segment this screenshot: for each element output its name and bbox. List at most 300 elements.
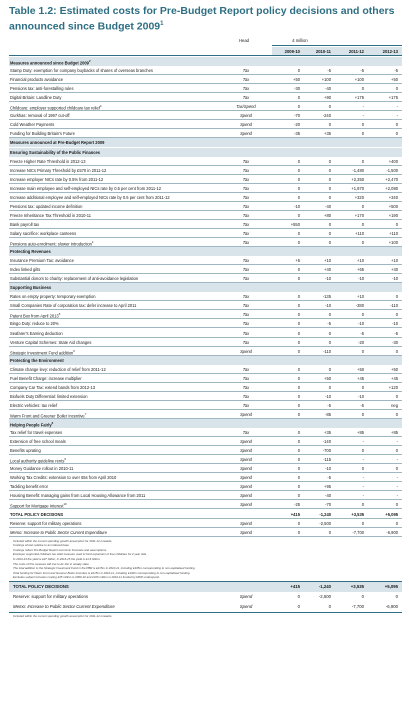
table-row	[9, 220, 402, 229]
row-value: +175	[388, 95, 398, 101]
row-value: 0	[395, 131, 398, 137]
table-row	[9, 102, 402, 111]
row-value: 0	[361, 448, 364, 454]
row-value: 0	[328, 176, 331, 182]
row-value: 0	[297, 185, 300, 191]
row-value: 0	[395, 448, 398, 454]
row-value: +50	[391, 77, 398, 83]
footnote-marker: 5	[58, 312, 61, 317]
row-value: -140	[322, 439, 331, 445]
row-value: 0	[328, 384, 331, 390]
section-header-row	[9, 57, 402, 66]
table-row	[9, 238, 402, 247]
row-label-text: Reserve: support for military operations	[10, 520, 82, 526]
row-value: +40	[391, 267, 398, 273]
row-value: +3,535	[351, 511, 364, 517]
table-row	[9, 528, 402, 537]
row-label-text: Increase main employee and self-employed NICs rate by 0.5 per cent from 2011-12	[10, 185, 162, 191]
year-header: 2009-10	[284, 49, 300, 54]
year-header: 2012-13	[382, 49, 398, 54]
row-value: +95	[324, 484, 331, 490]
row-value: 0	[297, 604, 300, 610]
row-label-text: Tax relief for travel expenses	[10, 430, 63, 436]
row-head: Tax	[242, 366, 250, 372]
table-row	[9, 491, 402, 500]
row-value: -5	[394, 330, 398, 336]
row-label-text: Stamp Duty: exemption for company buybacks of shares of overseas branches	[10, 68, 153, 74]
row-value: +170	[354, 212, 364, 218]
row-value: 0	[395, 122, 398, 128]
row-label-text: Cold Weather Payments	[10, 122, 55, 128]
row-value: +5,095	[384, 584, 398, 590]
row-label-text: Biofuels Duty Differential: limited extension	[10, 393, 88, 399]
row-value: 0	[328, 312, 331, 318]
row-value: -	[362, 113, 364, 119]
footnote: The total addition to the Strategic Investment Fund in the PBR is £215m in 2010-11, including £105m corresponding to non-capitalised funding.	[13, 566, 196, 571]
row-value: +320	[354, 194, 364, 200]
row-value: -10	[392, 321, 398, 327]
row-head: Tax	[242, 221, 250, 227]
row-value: 0	[361, 158, 364, 164]
row-value: 0	[361, 520, 364, 526]
row-value: 0	[297, 529, 300, 535]
row-value: 0	[297, 104, 300, 110]
row-value: 0	[328, 158, 331, 164]
row-value: 0	[297, 366, 300, 372]
row-value: 0	[297, 594, 300, 600]
row-value: neg	[391, 402, 398, 408]
row-value: 0	[297, 267, 300, 273]
row-label-text: Substantial donors to charity: replacement of anti-avoidance legislation	[10, 276, 139, 282]
recap-total-row	[9, 582, 402, 592]
row-value: 0	[297, 493, 300, 499]
row-label-text: Company Car Tax: extend bands from 2012-13	[10, 384, 96, 390]
row-value: 0	[297, 457, 300, 463]
row-value: 0	[328, 221, 331, 227]
row-value: 0	[361, 411, 364, 417]
row-value: -5	[360, 402, 364, 408]
row-value: 0	[328, 167, 331, 173]
row-value: 0	[297, 303, 300, 309]
row-value: 0	[361, 348, 364, 354]
row-value: +10	[357, 258, 364, 264]
row-divider	[9, 536, 402, 537]
row-value: +110	[389, 230, 398, 236]
row-value: +110	[355, 230, 364, 236]
table-row	[9, 455, 402, 464]
footnote: Employer supported childcare tax relief measure used to fund expansion of free childcare for 2 year olds.	[13, 552, 148, 557]
header-bottom-rule	[9, 55, 402, 56]
row-value: -2,500	[318, 594, 331, 600]
row-label	[10, 356, 230, 365]
subsection-header-row	[9, 148, 402, 157]
row-value: 0	[297, 176, 300, 182]
row-value: -5	[327, 321, 331, 327]
row-value: 0	[361, 203, 364, 209]
row-value: 0	[328, 122, 331, 128]
row-label-text: Financial products avoidance	[10, 77, 64, 83]
row-value: 0	[361, 221, 364, 227]
table-row	[9, 184, 402, 193]
row-value: -	[362, 475, 364, 481]
row-value: 0	[297, 384, 300, 390]
table-row	[9, 319, 402, 328]
row-value: -70	[325, 502, 331, 508]
row-value: -	[362, 439, 364, 445]
row-head: Spend	[240, 520, 252, 526]
row-value: 0	[297, 294, 300, 300]
row-label-text: Funding for Building Britain's Future	[10, 131, 75, 137]
row-value: -	[362, 493, 364, 499]
row-value: 0	[297, 475, 300, 481]
row-value: 0	[328, 240, 331, 245]
row-value: +340	[388, 194, 398, 200]
row-head: Tax	[242, 393, 250, 399]
table-row	[9, 482, 402, 491]
row-value: 0	[297, 466, 300, 472]
row-label-text: Seafarer's Earning deduction	[10, 330, 63, 336]
row-label-text: Pensions tax: updated income definition	[10, 203, 83, 209]
row-head: Spend	[240, 475, 252, 481]
row-label-text: Index linked gilts	[10, 267, 41, 273]
row-value: 0	[395, 502, 398, 508]
row-value: 0	[297, 95, 300, 101]
row-value: 0	[395, 312, 398, 318]
row-value: 0	[328, 529, 331, 535]
row-label-text: Rates on empty property: temporary exemption	[10, 294, 96, 300]
footnote: Total funding for Warm Front and Greener Boiler Incentive is £215m in 2010-11, including £130m corresponding to non-capitalised funding.	[13, 570, 191, 575]
row-value: 0	[395, 294, 398, 300]
row-value: 0	[297, 230, 300, 236]
row-value: +40	[324, 267, 331, 273]
row-head: Tax	[242, 95, 250, 101]
footnote: The costs of this measure will rise to £1.1bn in steady state.	[13, 561, 90, 566]
row-head: Tax/Spend	[236, 104, 256, 110]
row-head: Tax	[242, 176, 250, 182]
row-label-text: Freeze Inheritance Tax Threshold in 2010-11	[10, 212, 92, 218]
row-head: Tax	[242, 384, 250, 390]
table-row	[9, 292, 402, 301]
table-row	[9, 519, 402, 528]
row-value: 0	[297, 68, 300, 74]
row-head: Spend	[240, 131, 252, 137]
row-label-text: Extension of free school meals	[10, 439, 66, 445]
table-row	[9, 274, 402, 283]
table-row	[9, 446, 402, 455]
row-value: 0	[395, 520, 398, 526]
row-head: Tax	[242, 68, 250, 74]
row-label-text: TOTAL POLICY DECISIONS	[10, 511, 64, 517]
row-value: 0	[328, 604, 331, 610]
row-label-text: Measures announced at Pre-Budget Report 2009	[10, 140, 105, 146]
footnote: In 2013-14 the yield is £47 billion; in 2014-15 the yield is £1.6 billion.	[13, 557, 101, 562]
row-label-text: Tackling benefit error	[10, 484, 48, 490]
row-value: -240	[322, 113, 331, 119]
row-head: Tax	[242, 375, 250, 381]
row-value: 0	[361, 594, 364, 600]
row-label: Memo: Increase to Public Sector Current Expenditure	[13, 604, 115, 610]
row-label-text: Increase NICs Primary Threshold by £570 in 2011-12	[10, 167, 107, 173]
row-label-text: Gurkhas: removal of 1997 cut-off	[10, 113, 70, 119]
row-value: +100	[388, 240, 398, 245]
row-head: Tax	[242, 167, 250, 173]
row-value: +35	[324, 131, 331, 137]
row-label: Reserve: support for military operations	[13, 594, 88, 600]
row-value: +10	[324, 258, 331, 264]
footnote: Excludes subject inclusion costing £45 million in 2009-10 and £315 million in 2010-11 funded by DWP underspend.	[13, 575, 160, 580]
row-label-text: Working Tax Credits: extension to over 65s from April 2010	[10, 475, 117, 481]
table-row	[9, 193, 402, 202]
row-value: -10	[325, 393, 331, 399]
row-label-text: Fuel Benefit Charge: increase multiplier	[10, 375, 82, 381]
row-value: -5	[360, 330, 364, 336]
row-value: 0	[297, 339, 300, 345]
row-value: 0	[361, 384, 364, 390]
row-value: -10	[358, 276, 364, 282]
row-value: +5	[295, 258, 300, 264]
row-value: 0	[328, 104, 331, 110]
row-label-text: Benefits uprating	[10, 448, 41, 454]
table-row	[9, 229, 402, 238]
row-value: 0	[297, 158, 300, 164]
row-value: +2,350	[351, 176, 364, 182]
row-head: Tax	[242, 258, 250, 264]
row-head: Tax	[242, 240, 250, 245]
row-value: -20	[294, 122, 300, 128]
table-row	[9, 129, 402, 138]
row-value: +85	[391, 430, 398, 436]
row-value: -	[396, 439, 398, 445]
table-row	[9, 338, 402, 347]
footnote-marker: 3	[99, 104, 102, 109]
row-head: Spend	[239, 604, 253, 610]
footnote-marker: 9	[64, 457, 66, 462]
row-label-text: Climate change levy: reduction of relief from 2011-12	[10, 366, 106, 372]
table-row	[9, 347, 402, 356]
table-row	[9, 93, 402, 102]
row-label-text: Protecting Revenues	[10, 249, 51, 255]
row-label-text: Memo: Increase to Public Sector Current Expenditure	[10, 529, 107, 535]
row-value: +50	[357, 366, 364, 372]
table-row	[9, 202, 402, 211]
row-label	[10, 148, 230, 157]
row-head: Spend	[240, 122, 252, 128]
row-value: -	[396, 493, 398, 499]
row-label-text: Helping People Fairly	[10, 422, 52, 428]
table-row	[9, 111, 402, 120]
row-value: -5	[327, 402, 331, 408]
row-label-text: Strategic Investment Fund addition	[10, 349, 74, 355]
row-value: 0	[328, 194, 331, 200]
table-row	[9, 428, 402, 437]
row-value: -1,500	[386, 167, 398, 173]
row-value: +2,080	[385, 185, 398, 191]
row-value: -700	[322, 448, 331, 454]
row-value: +85	[357, 430, 364, 436]
row-value: +3,535	[350, 584, 364, 590]
row-head: Spend	[240, 457, 252, 463]
row-label-text: Support for Mortgage Interest	[10, 503, 64, 509]
row-value: 0	[297, 393, 300, 399]
row-value: -10	[294, 203, 300, 209]
row-head: Spend	[240, 448, 252, 454]
row-value: -10	[392, 276, 398, 282]
row-value: 0	[328, 330, 331, 336]
subsection-header-row	[9, 356, 402, 365]
row-label: TOTAL POLICY DECISIONS	[13, 584, 69, 590]
row-head: Tax	[242, 330, 250, 336]
row-head: Spend	[240, 113, 252, 119]
row-value: 0	[361, 131, 364, 137]
row-head: Spend	[239, 594, 253, 600]
row-value: -110	[390, 303, 398, 309]
row-value: -7,700	[352, 529, 364, 535]
row-head: Tax	[242, 86, 250, 92]
row-value: -	[362, 457, 364, 463]
row-value: -115	[323, 457, 331, 463]
row-value: -	[396, 113, 398, 119]
row-value: 0	[395, 348, 398, 354]
row-head: Tax	[242, 303, 250, 309]
units-header: £ million	[292, 38, 308, 43]
row-value: +120	[388, 384, 398, 390]
row-value: -40	[325, 203, 331, 209]
row-value: -1,240	[319, 511, 331, 517]
row-head: Tax	[242, 158, 250, 164]
row-value: -110	[323, 348, 331, 354]
row-label-text: Freeze Higher Rate Threshold in 2012-13	[10, 158, 86, 164]
row-label-text: Measures announced since Budget 2009	[10, 60, 89, 66]
row-head: Spend	[240, 411, 252, 417]
row-head: Tax	[242, 402, 250, 408]
row-label-text: Increase additional employee and self-employed NICs rate by 0.5 per cent from 2011-12	[10, 194, 170, 200]
row-value: 0	[297, 520, 300, 526]
row-label-text: Local authority guideline rents	[10, 458, 65, 464]
row-value: +415	[290, 511, 300, 517]
row-head: Tax	[242, 430, 250, 436]
recap-row	[9, 592, 402, 602]
table-row	[9, 410, 402, 419]
row-value: 0	[328, 366, 331, 372]
row-value: 0	[297, 375, 300, 381]
row-value: 0	[297, 448, 300, 454]
row-label-text: Ensuring Sustainability of the Public Finances	[10, 149, 101, 155]
row-value: -1,240	[318, 584, 331, 590]
row-value: +500	[388, 203, 398, 209]
table-row	[9, 500, 402, 509]
row-label-text: Housing Benefit: managing gains from Local Housing Allowance from 2011	[10, 493, 146, 499]
row-label-text: Pensions auto-enrolment: slower introduction	[10, 241, 92, 247]
table-row	[9, 464, 402, 473]
row-label-text: Venture Capital Schemes: State Aid changes	[10, 339, 92, 345]
row-value: +10	[391, 258, 398, 264]
table-row	[9, 392, 402, 401]
table-row	[9, 75, 402, 84]
row-value: -135	[322, 294, 331, 300]
row-label	[10, 247, 230, 256]
row-head: Tax	[242, 294, 250, 300]
row-value: +100	[354, 77, 364, 83]
footnote-marker: 6	[73, 348, 75, 353]
year-header: 2010-11	[315, 49, 331, 54]
row-head: Tax	[242, 312, 250, 318]
row-value: -	[396, 457, 398, 463]
row-value: +90	[324, 95, 331, 101]
row-value: +100	[321, 77, 331, 83]
row-head: Tax	[242, 185, 250, 191]
row-value: 0	[297, 167, 300, 173]
table-row	[9, 437, 402, 446]
row-label-text: Electric vehicles: tax relief	[10, 402, 58, 408]
row-value: +415	[290, 584, 300, 590]
row-value: +10	[357, 294, 364, 300]
row-value: -10	[325, 276, 331, 282]
subsection-header-row	[9, 247, 402, 256]
table-row	[9, 175, 402, 184]
row-label-text: Warm Front and Greener Boiler Incentive	[10, 413, 85, 419]
row-value: 0	[297, 402, 300, 408]
row-value: -5	[327, 68, 331, 74]
section-header-row	[9, 138, 402, 147]
row-head: Tax	[242, 212, 250, 218]
row-value: 0	[297, 484, 300, 490]
row-value: -	[396, 475, 398, 481]
table-row	[9, 66, 402, 75]
table-row	[9, 120, 402, 129]
row-head: Tax	[242, 203, 250, 209]
row-value: +2,470	[385, 176, 398, 182]
row-value: 0	[328, 185, 331, 191]
footnote-marker: 4	[91, 240, 94, 244]
table-row	[9, 265, 402, 274]
row-label	[10, 138, 230, 147]
row-head: Tax	[242, 339, 250, 345]
row-value: -380	[355, 303, 364, 309]
row-head: Spend	[240, 502, 252, 508]
row-value: -5	[394, 68, 398, 74]
row-head: Spend	[240, 348, 252, 354]
row-head: Tax	[242, 194, 250, 200]
row-value: -30	[294, 86, 300, 92]
row-value: 0	[297, 439, 300, 445]
row-value: -6,900	[386, 529, 398, 535]
row-value: -5	[360, 68, 364, 74]
row-label-text: Bingo Duty: reduce to 20%	[10, 321, 59, 327]
row-value: 0	[361, 312, 364, 318]
row-value: -10	[358, 393, 364, 399]
table-row	[9, 365, 402, 374]
row-value: 0	[297, 312, 300, 318]
row-value: 0	[361, 122, 364, 128]
row-value: +50	[293, 77, 300, 83]
table-row	[9, 84, 402, 93]
row-value: +1,970	[351, 185, 364, 191]
row-value: 0	[297, 321, 300, 327]
row-value: 0	[297, 276, 300, 282]
row-head: Spend	[240, 466, 252, 472]
table-row	[9, 401, 402, 410]
row-value: 0	[297, 330, 300, 336]
footnote-marker: 10	[63, 502, 67, 507]
table-row	[9, 310, 402, 319]
row-value: -40	[325, 86, 331, 92]
row-value: 0	[395, 221, 398, 227]
table-row	[9, 383, 402, 392]
row-label-text: Bank payroll tax	[10, 221, 40, 227]
row-value: +175	[354, 95, 364, 101]
row-value: -10	[325, 303, 331, 309]
row-label-text: Pensions tax: anti-forestalling rules	[10, 86, 74, 92]
